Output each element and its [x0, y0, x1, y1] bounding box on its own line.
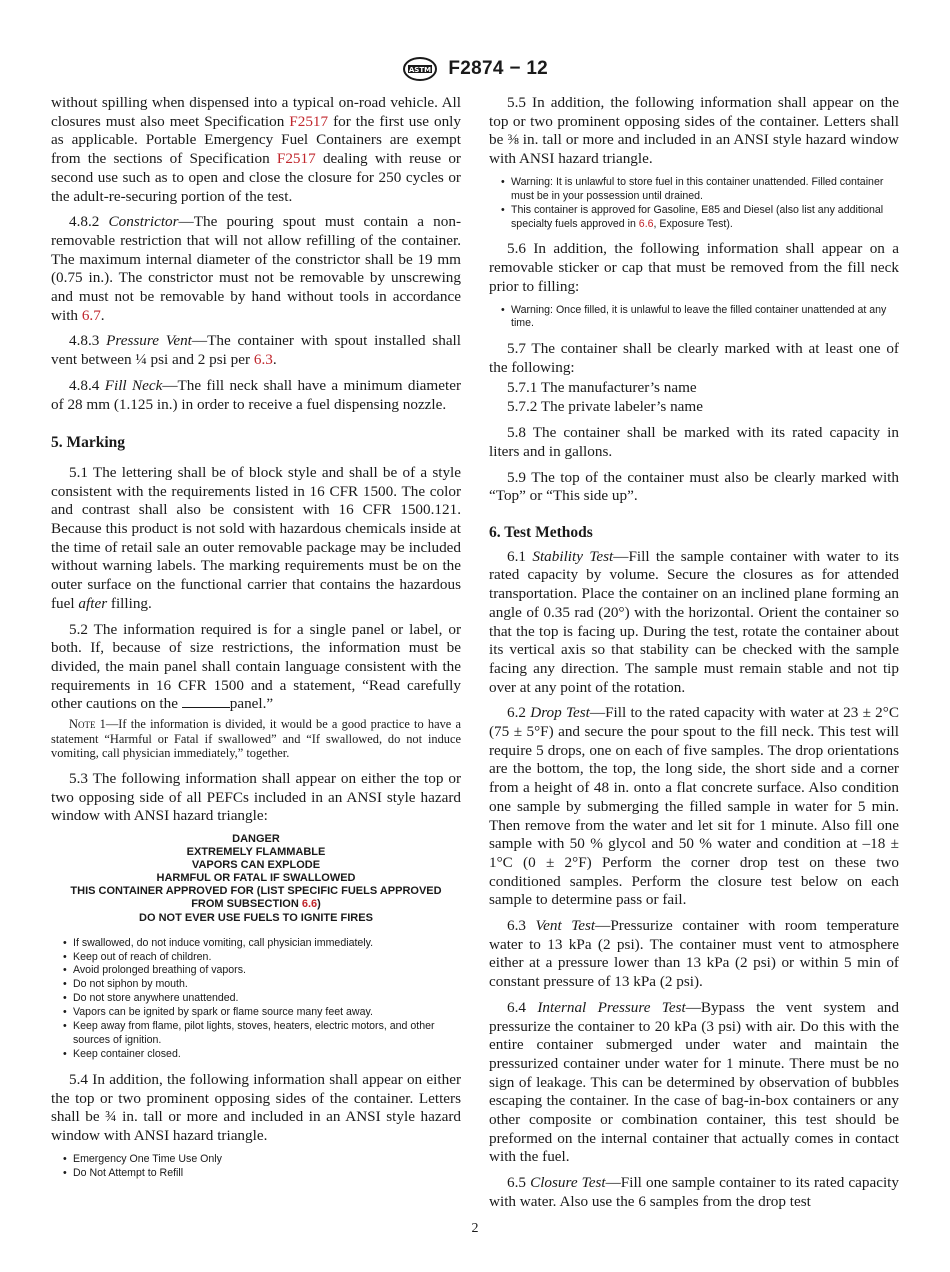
paragraph-4-8-2: 4.8.2 Constrictor—The pouring spout must contain a non-removable restriction that will not allow refilling of the container. The maximum internal diameter of the constrictor shall be 19 mm (0.75 in.). The constrictor must not be removable by unscrewing and must not be removable by hand without tools in accordance with 6.7. [51, 213, 462, 324]
left-column [51, 94, 461, 1189]
ref-link-6-6[interactable]: 6.6 [301, 898, 318, 911]
list-item: • Emergency One Time Use Only [73, 1153, 461, 1167]
list-item: • Keep out of reach of children. [73, 951, 461, 965]
note-1: Note 1—If the information is divided, it would be a good practice to have a statement “Harmful or Fatal if swallowed” and “If swallowed, do not induce vomiting, call physician immediately,” together. [51, 717, 462, 761]
warning-line: FROM SUBSECTION 6.6) [191, 898, 321, 911]
warning-line: VAPORS CAN EXPLODE [191, 859, 321, 872]
warning-line: DANGER [232, 832, 280, 845]
paragraph-5-7-1: 5.7.1 The manufacturer’s name [507, 378, 697, 396]
paragraph-6-1: 6.1 Stability Test—Fill the sample container with water to its rated capacity by volume. Secure the closures as for attended transportation. Place the container on an inclined plane forming an angle of 0.35 rad (20°) with the horizontal. Orient the container so that the top is facing up. During the test, rotate the container about its vertical axis so that stability can be checked with the sample facing any direction. The sample must remain stable and not tip over at any point of the rotation. [489, 547, 899, 696]
list-item: • Do not siphon by mouth. [73, 978, 461, 992]
bullet-list-5-6 [489, 304, 899, 332]
blank-line [182, 695, 230, 708]
astm-logo-icon [402, 56, 438, 82]
paragraph-5-4: 5.4 In addition, the following information shall appear on either the top or two prominent opposing sides of the container. Letters shall be ¾ in. tall or more and included in an ANSI style hazard window with ANSI hazard triangle. [51, 1070, 461, 1144]
paragraph-4-8-1-continued: without spilling when dispensed into a typical on-road vehicle. All closures must also meet Specification F2517 for the first use only as applicable. Portable Emergency Fuel Containers are exempt from the sections of Specification F2517 dealing with reuse or second use such as to open and close the closure for 250 cycles or the adult-re-securing portion of the test. [51, 94, 461, 205]
section-heading-marking: 5. Marking [51, 434, 126, 452]
warning-line: HARMFUL OR FATAL IF SWALLOWED [156, 872, 356, 885]
list-item: • Keep away from flame, pilot lights, stoves, heaters, electric motors, and other sources of ignition. [73, 1020, 461, 1048]
list-item: • Warning: It is unlawful to store fuel in this container unattended. Filled container must be in your possession until drained. [511, 176, 899, 204]
paragraph-5-6: 5.6 In addition, the following information shall appear on a removable sticker or cap that must be removed from the fill neck prior to filling: [489, 240, 899, 295]
warning-line: EXTREMELY FLAMMABLE [186, 846, 326, 859]
paragraph-5-3: 5.3 The following information shall appear on either the top or two opposing side of all PEFCs included in an ANSI style hazard window with ANSI hazard triangle: [51, 769, 461, 825]
right-column [489, 94, 899, 1219]
paragraph-5-2: 5.2 The information required is for a single panel or label, or both. If, because of size restrictions, the information must be divided, the main panel shall contain language consistent with the requirements in 16 CFR 1500 and a statement, “Read carefully other cautions on the panel.” [51, 620, 461, 713]
warning-line: THIS CONTAINER APPROVED FOR (LIST SPECIFIC FUELS APPROVED [70, 885, 442, 898]
ref-link-f2517[interactable]: F2517 [289, 112, 329, 130]
document-code: F2874 − 12 [448, 58, 549, 79]
list-item: • If swallowed, do not induce vomiting, call physician immediately. [73, 937, 461, 951]
warning-line: DO NOT EVER USE FUELS TO IGNITE FIRES [139, 911, 373, 924]
list-item: • Warning: Once filled, it is unlawful to leave the filled container unattended at any time. [511, 304, 899, 332]
paragraph-5-9: 5.9 The top of the container must also be clearly marked with “Top” or “This side up”. [489, 468, 899, 505]
paragraph-5-8: 5.8 The container shall be marked with its rated capacity in liters and in gallons. [489, 424, 899, 460]
paragraph-5-7-2: 5.7.2 The private labeler’s name [507, 398, 703, 416]
paragraph-4-8-4: 4.8.4 Fill Neck—The fill neck shall have a minimum diameter of 28 mm (1.125 in.) in order to receive a fuel dispensing nozzle. [51, 376, 461, 413]
hazard-warning-block [51, 833, 461, 925]
paragraph-6-5: 6.5 Closure Test—Fill one sample container to its rated capacity with water. Also use the 6 samples from the drop test [489, 1174, 899, 1210]
paragraph-6-2: 6.2 Drop Test—Fill to the rated capacity with water at 23 ± 2°C (75 ± 5°F) and secure the pour spout to the fill neck. This test will require 5 drops, one on each of five samples. The drop orientations are the bottom, the top, the long side, the short side and a corner from a height of 48 in. onto a flat concrete surface. Also condition one sample by submerging the filled sample in water for 5 min. Then remove from the water and let sit for 1 minute. Also fill one sample with 50 % glycol and 50 % water and condition at –18 ± 1°C (0 ± 2°F) Perform the corner drop test on these two conditioned samples. Perform the closure test below on each sample to determine pass or fail. [489, 704, 899, 909]
paragraph-5-7: 5.7 The container shall be clearly marked with at least one of the following: [489, 340, 899, 377]
page-header [0, 56, 950, 82]
svg-text:ASTM: ASTM [408, 66, 432, 74]
list-item: • Vapors can be ignited by spark or flame source many feet away. [73, 1006, 461, 1020]
bullet-list-5-5 [489, 176, 899, 232]
bullet-list-5-4 [51, 1153, 461, 1181]
ref-link-6-6[interactable]: 6.6 [638, 217, 654, 230]
list-item: • Keep container closed. [73, 1048, 461, 1062]
list-item: • Do Not Attempt to Refill [73, 1167, 461, 1181]
paragraph-6-4: 6.4 Internal Pressure Test—Bypass the vent system and pressurize the container to 20 kPa (3 psi) with air. Do this with the entire container submerged under water and maintain the pressurized container under water for 1 minute. There must be no sign of leakage. This can be determined by observation of bubbles escaping the container. In the case of bag-in-box containers or any other composite or combination container, this test should be preformed on the internal container that actually comes in contact with the fuel. [489, 998, 899, 1166]
list-item: • Avoid prolonged breathing of vapors. [73, 964, 461, 978]
list-item: • This container is approved for Gasoline, E85 and Diesel (also list any additional specialty fuels approved in 6.6, Exposure Test). [511, 204, 899, 232]
list-item: • Do not store anywhere unattended. [73, 992, 461, 1006]
section-heading-test-methods: 6. Test Methods [489, 523, 593, 541]
ref-link-f2517[interactable]: F2517 [276, 150, 316, 168]
paragraph-6-3: 6.3 Vent Test—Pressurize container with room temperature water to 13 kPa (2 psi). The container must vent to atmosphere either at a pressure lower than 13 kPa (2 psi) or within 5 min of constant pressure of 13 kPa (2 psi). [489, 917, 900, 991]
ref-link-6-7[interactable]: 6.7 [81, 306, 101, 324]
paragraph-5-5: 5.5 In addition, the following information shall appear on the top or two prominent opposing sides of the container. Letters shall be ⅜ in. tall or more and included in an ANSI style hazard window with ANSI hazard triangle. [489, 94, 899, 168]
ref-link-6-3[interactable]: 6.3 [253, 351, 273, 369]
paragraph-4-8-3: 4.8.3 Pressure Vent—The container with spout installed shall vent between ¼ psi and 2 psi per 6.3. [51, 332, 461, 369]
paragraph-5-1: 5.1 The lettering shall be of block style and shall be of a style consistent with the requirements listed in 16 CFR 1500. The color and contrast shall also be consistent with 16 CFR 1500.121. Because this product is not sold with hazardous chemicals inside at the time of retail sale an outer removable package may be included without warning labels. The marking requirements must be on the outer surface on the functional carrier that contains the hazardous fuel after filling. [51, 463, 461, 612]
bullet-list-5-3 [51, 937, 461, 1062]
page-number: 2 [471, 1221, 479, 1236]
